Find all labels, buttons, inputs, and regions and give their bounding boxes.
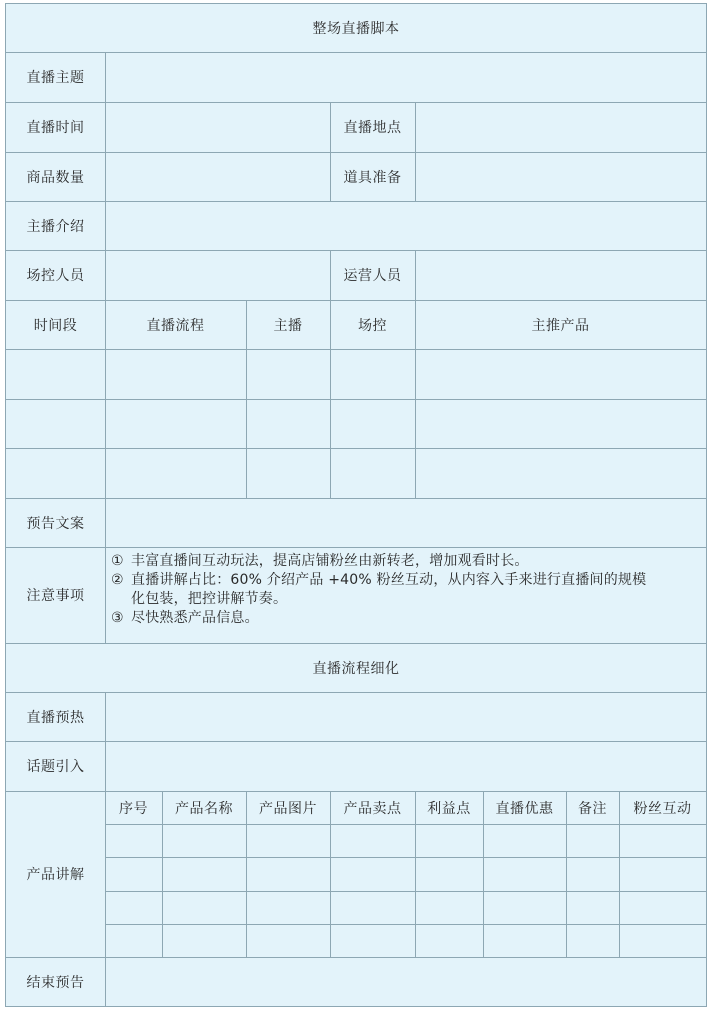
row-divider xyxy=(105,824,706,825)
label-location: 直播地点 xyxy=(343,120,402,136)
row-divider xyxy=(6,957,706,958)
note-number: ① xyxy=(111,553,124,569)
label-end-preview: 结束预告 xyxy=(26,974,85,991)
header-benefit: 利益点 xyxy=(427,800,471,817)
row-divider xyxy=(105,891,706,892)
note-item xyxy=(111,609,705,628)
header-flow: 直播流程 xyxy=(146,317,205,334)
label-ops-staff: 运营人员 xyxy=(343,268,402,284)
col-divider xyxy=(105,692,106,1006)
label-topic-intro: 话题引入 xyxy=(26,759,85,775)
header-time-slot: 时间段 xyxy=(33,317,78,334)
label-warmup: 直播预热 xyxy=(26,709,85,726)
label-preview-copy: 预告文案 xyxy=(26,515,85,532)
live-script-table xyxy=(5,3,707,1007)
row-divider xyxy=(6,52,706,53)
label-product-explain: 产品讲解 xyxy=(26,867,85,883)
table-title: 整场直播脚本 xyxy=(312,21,400,37)
label-theme: 直播主题 xyxy=(26,70,85,86)
row-divider xyxy=(105,857,706,858)
header-selling-point: 产品卖点 xyxy=(343,800,402,817)
header-host: 主播 xyxy=(273,317,303,334)
label-control-staff: 场控人员 xyxy=(26,268,85,284)
label-time: 直播时间 xyxy=(26,120,85,136)
row-divider xyxy=(6,741,706,742)
header-main-product: 主推产品 xyxy=(531,317,590,334)
note-number: ② xyxy=(111,572,124,588)
notes-list xyxy=(111,552,705,628)
row-divider xyxy=(6,399,706,400)
row-divider xyxy=(6,547,706,548)
row-divider xyxy=(6,448,706,449)
note-text: 尽快熟悉产品信息。 xyxy=(131,610,259,626)
header-control: 场控 xyxy=(358,317,387,334)
note-number: ③ xyxy=(111,610,124,626)
header-fan-interaction: 粉丝互动 xyxy=(633,800,692,817)
header-seq: 序号 xyxy=(119,800,148,817)
col-divider xyxy=(415,250,416,498)
col-divider xyxy=(415,102,416,201)
note-item xyxy=(111,552,705,571)
header-live-discount: 直播优惠 xyxy=(495,800,554,817)
label-notes: 注意事项 xyxy=(26,588,85,604)
label-product-count: 商品数量 xyxy=(26,169,85,186)
note-item xyxy=(111,571,705,609)
header-product-image: 产品图片 xyxy=(259,800,317,817)
label-host-intro: 主播介绍 xyxy=(26,218,85,235)
header-remark: 备注 xyxy=(578,800,607,817)
section-title-flow-detail: 直播流程细化 xyxy=(312,660,400,677)
row-divider xyxy=(6,498,706,499)
header-product-name: 产品名称 xyxy=(175,800,233,817)
note-text: 丰富直播间互动玩法，提高店铺粉丝由新转老，增加观看时长。 xyxy=(131,553,529,569)
label-props: 道具准备 xyxy=(343,169,402,186)
row-divider xyxy=(6,349,706,350)
note-text: 直播讲解占比：60% 介绍产品 +40% 粉丝互动，从内容入手来进行直播间的规模 xyxy=(131,572,647,588)
row-divider xyxy=(105,924,706,925)
row-divider xyxy=(6,201,706,202)
note-text-continued: 化包装，把控讲解节奏。 xyxy=(131,591,288,607)
row-divider xyxy=(6,692,706,693)
